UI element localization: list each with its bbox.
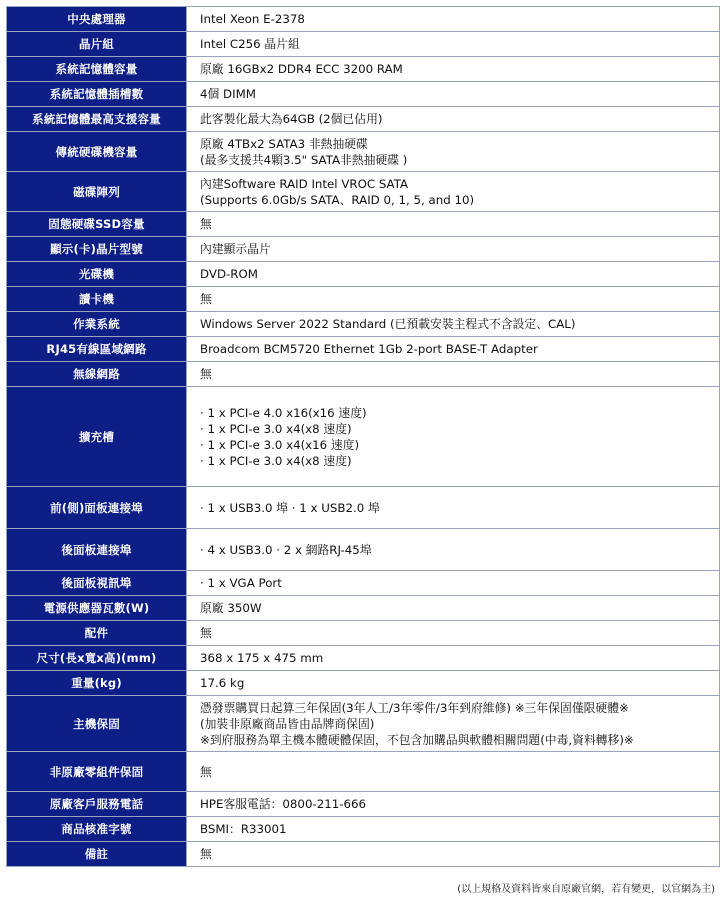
spec-row: [7, 287, 720, 312]
spec-label: 配件: [7, 621, 187, 646]
spec-value: [187, 57, 720, 82]
spec-label: 後面板連接埠: [7, 529, 187, 571]
spec-row: [7, 212, 720, 237]
spec-value-line: (最多支援共4顆3.5" SATA非熱抽硬碟 ): [200, 152, 408, 167]
spec-value: [187, 571, 720, 596]
spec-row: [7, 596, 720, 621]
spec-value-line: (加裝非原廠商品皆由品牌商保固): [200, 716, 375, 731]
spec-value-line: 368 x 175 x 475 mm: [200, 651, 324, 665]
spec-value: [187, 312, 720, 337]
spec-value: [187, 32, 720, 57]
spec-value-line: 無: [200, 217, 212, 231]
spec-row: [7, 362, 720, 387]
spec-value: [187, 107, 720, 132]
spec-row: [7, 646, 720, 671]
spec-value: [187, 362, 720, 387]
spec-label: 傳統硬碟機容量: [7, 132, 187, 172]
spec-value-line: BSMI：R33001: [200, 822, 287, 836]
spec-value: [187, 172, 720, 212]
spec-label: RJ45有線區域網路: [7, 337, 187, 362]
spec-value: [187, 752, 720, 792]
spec-row: [7, 337, 720, 362]
spec-value: [187, 817, 720, 842]
spec-row: [7, 752, 720, 792]
spec-value-line: 原廠 4TBx2 SATA3 非熱抽硬碟: [200, 136, 368, 151]
spec-value: [187, 646, 720, 671]
spec-label: 原廠客戶服務電話: [7, 792, 187, 817]
spec-row: [7, 107, 720, 132]
spec-value-line: 無: [200, 764, 212, 779]
spec-row: [7, 57, 720, 82]
spec-value-line: 無: [200, 292, 212, 306]
spec-label: 系統記憶體插槽數: [7, 82, 187, 107]
spec-value-line: Intel C256 晶片組: [200, 37, 300, 51]
spec-value-line: 原廠 350W: [200, 601, 262, 615]
spec-row: [7, 262, 720, 287]
spec-label: 讀卡機: [7, 287, 187, 312]
spec-label: 電源供應器瓦數(W): [7, 596, 187, 621]
spec-row: [7, 7, 720, 32]
spec-value-line: · 1 x PCI-e 3.0 x4(x16 速度): [200, 437, 360, 452]
spec-table: [6, 6, 720, 867]
spec-label: 固態硬碟SSD容量: [7, 212, 187, 237]
spec-value-line: · 1 x PCI-e 3.0 x4(x8 速度): [200, 421, 352, 436]
spec-value: [187, 287, 720, 312]
spec-row: [7, 237, 720, 262]
spec-value-line: (Supports 6.0Gb/s SATA、RAID 0, 1, 5, and 10): [200, 192, 475, 207]
spec-value: [187, 212, 720, 237]
spec-row: [7, 817, 720, 842]
spec-label: 顯示(卡)晶片型號: [7, 237, 187, 262]
spec-row: [7, 487, 720, 529]
spec-value: [187, 487, 720, 529]
spec-value-line: · 4 x USB3.0 · 2 x 網路RJ-45埠: [200, 542, 372, 557]
spec-label: 磁碟陣列: [7, 172, 187, 212]
spec-row: [7, 387, 720, 487]
spec-value: [187, 7, 720, 32]
spec-label: 中央處理器: [7, 7, 187, 32]
spec-label: 擴充槽: [7, 387, 187, 487]
spec-value-line: 17.6 kg: [200, 676, 245, 690]
spec-row: [7, 312, 720, 337]
spec-value: [187, 237, 720, 262]
spec-value-line: 無: [200, 626, 212, 640]
spec-row: [7, 529, 720, 571]
spec-value: [187, 387, 720, 487]
spec-label: 備註: [7, 842, 187, 867]
spec-value: [187, 696, 720, 752]
spec-value: [187, 596, 720, 621]
spec-label: 尺寸(長x寬x高)(mm): [7, 646, 187, 671]
spec-row: [7, 82, 720, 107]
spec-value-line: HPE客服電話：0800-211-666: [200, 797, 366, 811]
spec-value-line: 無: [200, 847, 212, 861]
spec-value-line: 內建顯示晶片: [200, 242, 271, 256]
spec-value-line: Broadcom BCM5720 Ethernet 1Gb 2-port BASE-T Adapter: [200, 342, 538, 356]
spec-label: 重量(kg): [7, 671, 187, 696]
spec-label: 系統記憶體最高支援容量: [7, 107, 187, 132]
spec-label: 非原廠零組件保固: [7, 752, 187, 792]
spec-label: 系統記憶體容量: [7, 57, 187, 82]
spec-value: [187, 262, 720, 287]
spec-value-line: 內建Software RAID Intel VROC SATA: [200, 176, 409, 191]
spec-value: [187, 842, 720, 867]
spec-row: [7, 792, 720, 817]
spec-value-line: · 1 x USB3.0 埠 · 1 x USB2.0 埠: [200, 500, 380, 515]
spec-label: 光碟機: [7, 262, 187, 287]
spec-row: [7, 671, 720, 696]
spec-label: 晶片組: [7, 32, 187, 57]
spec-table-body: [7, 7, 720, 867]
spec-value-line: 4個 DIMM: [200, 87, 256, 101]
spec-value-line: · 1 x PCI-e 4.0 x16(x16 速度): [200, 405, 367, 420]
spec-value: [187, 132, 720, 172]
spec-row: [7, 172, 720, 212]
spec-row: [7, 696, 720, 752]
spec-label: 無線網路: [7, 362, 187, 387]
spec-value-line: DVD-ROM: [200, 267, 258, 281]
spec-value: [187, 82, 720, 107]
spec-row: [7, 621, 720, 646]
spec-value: [187, 792, 720, 817]
spec-label: 後面板視訊埠: [7, 571, 187, 596]
spec-value-line: 憑發票購買日起算三年保固(3年人工/3年零件/3年到府維修) ※三年保固僅限硬體※: [200, 700, 629, 715]
spec-label: 作業系統: [7, 312, 187, 337]
spec-value: [187, 337, 720, 362]
spec-value-line: ※到府服務為單主機本體硬體保固，不包含加購品與軟體相關問題(中毒,資料轉移)※: [200, 732, 634, 747]
spec-value-line: 此客製化最大為64GB (2個已佔用): [200, 112, 383, 126]
spec-row: [7, 132, 720, 172]
spec-value-line: · 1 x PCI-e 3.0 x4(x8 速度): [200, 453, 352, 468]
spec-row: [7, 842, 720, 867]
spec-value: [187, 621, 720, 646]
footnote: (以上規格及資料皆來自原廠官網，若有變更，以官網為主): [457, 884, 715, 895]
spec-row: [7, 32, 720, 57]
spec-value: [187, 671, 720, 696]
spec-value-line: · 1 x VGA Port: [200, 576, 282, 590]
spec-value: [187, 529, 720, 571]
spec-label: 主機保固: [7, 696, 187, 752]
spec-value-line: Intel Xeon E-2378: [200, 12, 305, 26]
spec-label: 商品核准字號: [7, 817, 187, 842]
spec-value-line: Windows Server 2022 Standard (已預載安裝主程式不含設定、CAL): [200, 317, 576, 331]
spec-value-line: 原廠 16GBx2 DDR4 ECC 3200 RAM: [200, 62, 403, 76]
spec-row: [7, 571, 720, 596]
spec-value-line: 無: [200, 367, 212, 381]
spec-label: 前(側)面板連接埠: [7, 487, 187, 529]
